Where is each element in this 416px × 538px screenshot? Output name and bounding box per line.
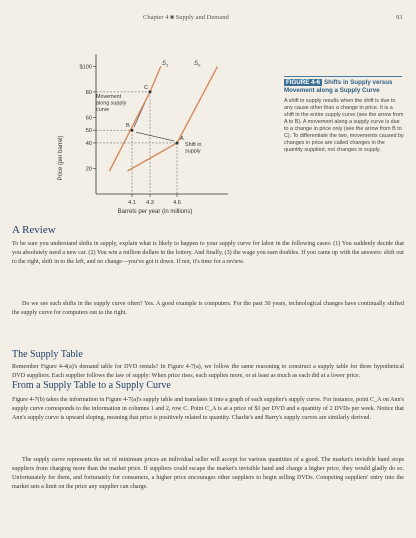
movement-label: Movement along supply curve <box>96 94 127 113</box>
y-tick-label: 80 <box>85 89 92 96</box>
y-tick-label: 40 <box>85 140 92 147</box>
y-tick-label: 50 <box>85 128 92 135</box>
figure-caption <box>284 76 404 155</box>
paragraph-review-2: Do we see such shifts in the supply curve often? Yes. A good example is computers. For the past 30 years, technological changes have continually shifted the supply curve for computers out to the right. <box>12 301 404 316</box>
page-number: 93 <box>396 14 403 21</box>
heading-supply-table: The Supply Table <box>12 349 83 360</box>
paragraph-supply-table: Remember Figure 4-4(a)'s demand table for DVD rentals? In Figure 4-7(a), we follow the same reasoning to construct a supply table for three hypothetical DVD suppliers. Each supplier follows the law of supply: When price rises, each supplies more, or at least as much as each did at a lower price. <box>12 364 404 379</box>
chapter-title: Chapter 4 ■ Supply and Demand <box>143 14 229 21</box>
paragraph-supply-curve-2: The supply curve represents the set of minimum prices an individual seller will accept for various quantities of a good. The market's invisible hand stops suppliers from charging more than the market price. If suppliers could escape the market's invisible hand and charge a higher price, they would gladly do so. Unfortunately for them, and fortunately for consumers, a higher price encourages other suppliers to begin selling DVDs. Competing suppliers' entry into the market sets a limit on the price any supplier can charge. <box>12 457 404 490</box>
point-a <box>176 141 179 144</box>
point-b <box>131 129 134 132</box>
s0-label: $S_0$ <box>194 61 201 68</box>
figure-4-6 <box>0 28 416 220</box>
point-label-a: A <box>180 135 184 142</box>
point-label-c: C <box>144 84 149 91</box>
x-axis-label: Barrels per year (in millions) <box>117 209 193 215</box>
x-tick-label: 4.1 <box>128 200 136 206</box>
heading-review: A Review <box>12 224 56 236</box>
point-label-b: B <box>126 123 130 130</box>
y-tick-label: 20 <box>85 166 92 173</box>
y-axis-label: Price (per barrel) <box>58 135 64 181</box>
paragraph-supply-curve-1: Figure 4-7(b) takes the information in Figure 4-7(a)'s supply table and translates it into a graph of each supplier's supply curve. For instance, point C_A on Ann's supply curve corresponds to the information in columns 1 and 2, row C. Point C_A is at a price of $1 per DVD and a quantity of 2 DVDs per week. Notice that Ann's supply curve is upward sloping, meaning that price is positively related to quantity. Charlie's and Barry's supply curves are similarly derived. <box>12 397 404 421</box>
shift-arrow <box>136 132 174 141</box>
point-c <box>149 90 152 93</box>
x-tick-label: 4.3 <box>146 200 154 206</box>
caption-body: A shift in supply results when the shift is due to any cause other than a change in price. It is a shift in the entire supply curve (see the arrow from A to B). A movement along a supply curve is due to a change in price only (see the arrow from B to C). To differentiate the two, movements caused by changes in price are called changes in the quantity supplied, not changes in supply. <box>284 97 404 154</box>
caption-rule <box>284 76 402 77</box>
supply-shift-chart <box>0 28 280 218</box>
supply-curve-s1 <box>110 66 161 171</box>
y-tick-label: $100 <box>79 64 92 71</box>
shift-label: Shift in supply <box>185 142 202 155</box>
figure-number: FIGURE 4-6 <box>286 79 321 86</box>
supply-curve-s0 <box>128 66 218 171</box>
caption-title <box>284 79 404 95</box>
x-tick-label: 4.6 <box>173 200 181 206</box>
paragraph-review-1: To be sure you understand shifts in supply, explain what is likely to happen to your supply curve for labor in the following cases: (1) You suddenly decide that you absolutely need a new car. (2) You win a million dollars in the lottery. And finally, (3) the wage you earn doubles. If you came up with the answers: shift out to the right, shift in to the left, and no change—you've got it down. If not, it's time for a review. <box>12 241 404 265</box>
caption-title-text: Shifts in Supply versus Movement along a Supply Curve <box>284 79 393 94</box>
s1-label: $S_1$ <box>162 61 169 68</box>
running-header <box>0 14 416 26</box>
heading-supply-curve: From a Supply Table to a Supply Curve <box>12 380 171 391</box>
y-tick-label: 60 <box>85 115 92 122</box>
